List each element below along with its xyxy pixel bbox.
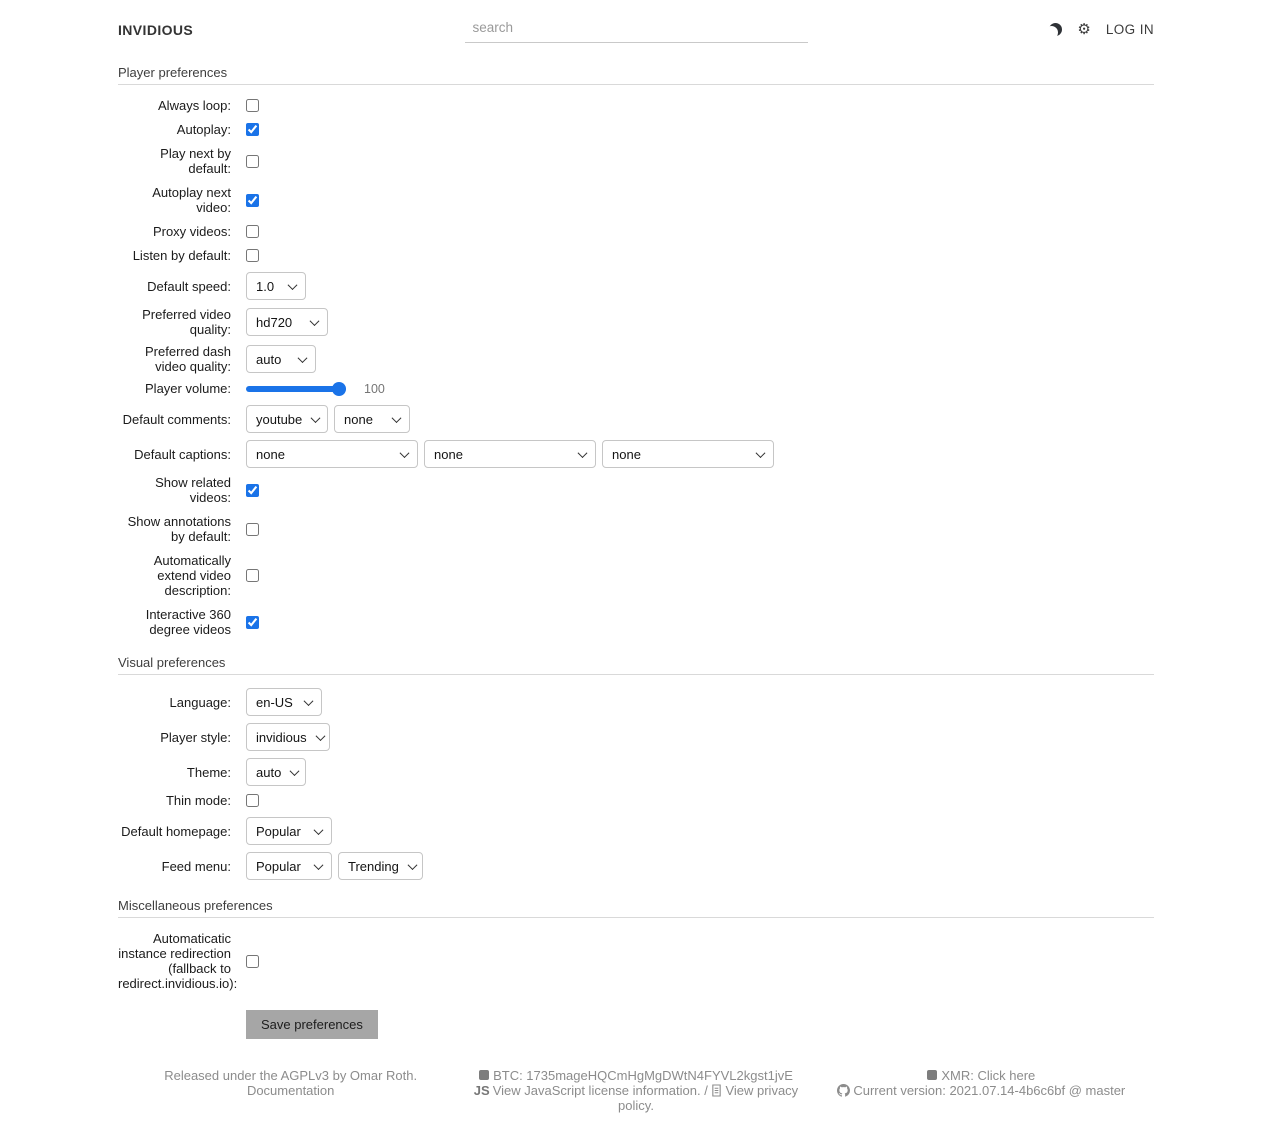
footer-donate-column <box>463 1068 808 1113</box>
visual-preferences-section <box>118 655 1154 880</box>
bitcoin-icon <box>479 1070 489 1080</box>
row-annotations <box>118 514 1154 544</box>
select-value: invidious <box>256 729 307 745</box>
row-label: Preferred video quality: <box>142 307 231 337</box>
chevron-down-icon <box>392 413 402 423</box>
chevron-down-icon <box>311 413 321 423</box>
row-label: Player volume: <box>145 381 231 396</box>
captions-select-1[interactable] <box>246 440 418 468</box>
miscellaneous-preferences-section <box>118 898 1154 1039</box>
chevron-down-icon <box>400 448 410 458</box>
section-title: Miscellaneous preferences <box>118 898 273 913</box>
row-default-homepage <box>118 817 1154 845</box>
row-label: Interactive 360 degree videos <box>145 607 231 637</box>
row-label: Default speed: <box>147 278 231 294</box>
row-label: Language: <box>169 694 231 710</box>
xmr-link[interactable]: XMR: Click here <box>941 1068 1036 1083</box>
row-extend-description <box>118 553 1154 598</box>
section-title: Player preferences <box>118 65 228 80</box>
row-label: Theme: <box>186 764 231 780</box>
row-label: Always loop: <box>158 98 231 113</box>
row-feed-menu <box>118 852 1154 880</box>
autoplay-checkbox[interactable] <box>246 123 259 136</box>
row-proxy-videos <box>118 224 1154 239</box>
brand-logo[interactable]: INVIDIOUS <box>118 21 194 38</box>
chevron-down-icon <box>288 280 298 290</box>
github-icon <box>837 1084 850 1097</box>
chevron-down-icon <box>314 825 324 835</box>
autoplay-next-checkbox[interactable] <box>246 194 259 207</box>
row-label: Feed menu: <box>161 858 231 874</box>
js-weblabels-icon: JS <box>473 1083 490 1098</box>
row-label: Default homepage: <box>121 823 231 839</box>
captions-select-2[interactable] <box>424 440 596 468</box>
select-value: hd720 <box>256 314 293 330</box>
select-value: auto <box>256 351 282 367</box>
row-player-style <box>118 723 1154 751</box>
divider <box>118 917 1154 918</box>
divider <box>118 674 1154 675</box>
privacy-document-icon <box>711 1084 722 1097</box>
vr-mode-checkbox[interactable] <box>246 616 259 629</box>
row-player-volume <box>118 381 1154 396</box>
row-label: Listen by default: <box>132 248 231 263</box>
theme-select[interactable] <box>246 758 306 786</box>
select-value: Popular <box>256 858 301 874</box>
row-preferred-quality <box>118 307 1154 337</box>
row-autoplay <box>118 122 1154 137</box>
select-value: none <box>434 446 463 462</box>
row-label: Preferred dash video quality: <box>145 344 231 374</box>
search-input[interactable] <box>465 16 808 43</box>
monero-icon <box>927 1070 937 1080</box>
row-label: Automatically extend video description: <box>153 553 231 598</box>
preferred-quality-select[interactable] <box>246 308 328 336</box>
default-speed-select[interactable] <box>246 272 306 300</box>
row-theme <box>118 758 1154 786</box>
language-select[interactable] <box>246 688 322 716</box>
row-default-speed <box>118 272 1154 300</box>
instance-redirection-checkbox[interactable] <box>246 955 259 968</box>
row-label: Autoplay next video: <box>152 185 231 215</box>
row-thin-mode <box>118 793 1154 808</box>
row-default-captions <box>118 440 1154 468</box>
row-dash-quality <box>118 344 1154 374</box>
footer-license-text: Released under the AGPLv3 by Omar Roth. <box>164 1068 418 1083</box>
row-language <box>118 688 1154 716</box>
save-preferences-button[interactable]: Save preferences <box>246 1010 378 1039</box>
dash-quality-select[interactable] <box>246 345 316 373</box>
row-label: Proxy videos: <box>152 224 231 239</box>
volume-slider[interactable] <box>246 386 346 392</box>
select-value: none <box>256 446 285 462</box>
always-loop-checkbox[interactable] <box>246 99 259 112</box>
row-label: Autoplay: <box>176 122 231 137</box>
chevron-down-icon <box>298 353 308 363</box>
js-license-link[interactable]: View JavaScript license information. <box>492 1083 701 1098</box>
row-vr-mode <box>118 607 1154 637</box>
select-value: none <box>612 446 641 462</box>
documentation-link[interactable]: Documentation <box>246 1083 335 1098</box>
row-label: Play next by default: <box>160 146 231 176</box>
chevron-down-icon <box>304 696 314 706</box>
captions-select-3[interactable] <box>602 440 774 468</box>
row-label: Automaticatic instance redirection (fallback to redirect.invidious.io): <box>118 931 238 991</box>
comments-fallback-select[interactable] <box>334 405 410 433</box>
play-next-checkbox[interactable] <box>246 155 259 168</box>
proxy-videos-checkbox[interactable] <box>246 225 259 238</box>
version-link[interactable]: Current version: 2021.07.14-4b6c6bf @ master <box>853 1083 1126 1098</box>
player-style-select[interactable] <box>246 723 330 751</box>
row-label: Default comments: <box>122 411 231 427</box>
divider <box>118 84 1154 85</box>
log-in-link[interactable]: LOG IN <box>1105 22 1154 37</box>
comments-primary-select[interactable] <box>246 405 328 433</box>
section-title: Visual preferences <box>118 655 226 670</box>
privacy-policy-link[interactable]: View privacy policy. <box>618 1083 799 1113</box>
select-value: 1.0 <box>256 278 275 294</box>
row-label: Player style: <box>160 729 231 745</box>
footer-separator: / <box>704 1083 708 1098</box>
preferences-gear-icon[interactable]: ⚙︎ <box>1077 21 1091 38</box>
row-autoplay-next <box>118 185 1154 215</box>
footer-license-column <box>118 1068 463 1113</box>
chevron-down-icon <box>290 766 300 776</box>
btc-address-link[interactable]: BTC: 1735mageHQCmHgMgDWtN4FYVL2kgst1jvE <box>493 1068 793 1083</box>
dark-mode-moon-icon[interactable] <box>1049 23 1062 36</box>
chevron-down-icon <box>315 731 325 741</box>
row-listen-default <box>118 248 1154 263</box>
select-value: Popular <box>256 823 301 839</box>
select-value: auto <box>256 764 282 780</box>
row-label: Show annotations by default: <box>127 514 231 544</box>
row-save <box>118 1010 1154 1039</box>
related-videos-checkbox[interactable] <box>246 484 259 497</box>
row-always-loop <box>118 98 1154 113</box>
player-preferences-section <box>118 65 1154 637</box>
top-bar <box>118 0 1154 47</box>
row-default-comments <box>118 405 1154 433</box>
select-value: Trending <box>348 858 399 874</box>
feed-menu-select-1[interactable] <box>246 852 332 880</box>
row-label: Show related videos: <box>155 475 231 505</box>
thin-mode-checkbox[interactable] <box>246 794 259 807</box>
chevron-down-icon <box>578 448 588 458</box>
select-value: en-US <box>256 694 293 710</box>
row-instance-redirection <box>118 931 1154 991</box>
volume-value: 100 <box>364 381 385 396</box>
feed-menu-select-2[interactable] <box>338 852 423 880</box>
row-related-videos <box>118 475 1154 505</box>
listen-default-checkbox[interactable] <box>246 249 259 262</box>
select-value: youtube <box>256 411 303 427</box>
chevron-down-icon <box>314 860 324 870</box>
row-label: Thin mode: <box>165 793 231 808</box>
chevron-down-icon <box>756 448 766 458</box>
select-value: none <box>344 411 373 427</box>
row-label: Default captions: <box>134 446 231 462</box>
chevron-down-icon <box>407 860 417 870</box>
footer-version-column <box>809 1068 1154 1113</box>
chevron-down-icon <box>310 316 320 326</box>
row-play-next <box>118 146 1154 176</box>
default-homepage-select[interactable] <box>246 817 332 845</box>
annotations-checkbox[interactable] <box>246 523 259 536</box>
extend-description-checkbox[interactable] <box>246 569 259 582</box>
footer <box>118 1068 1154 1133</box>
